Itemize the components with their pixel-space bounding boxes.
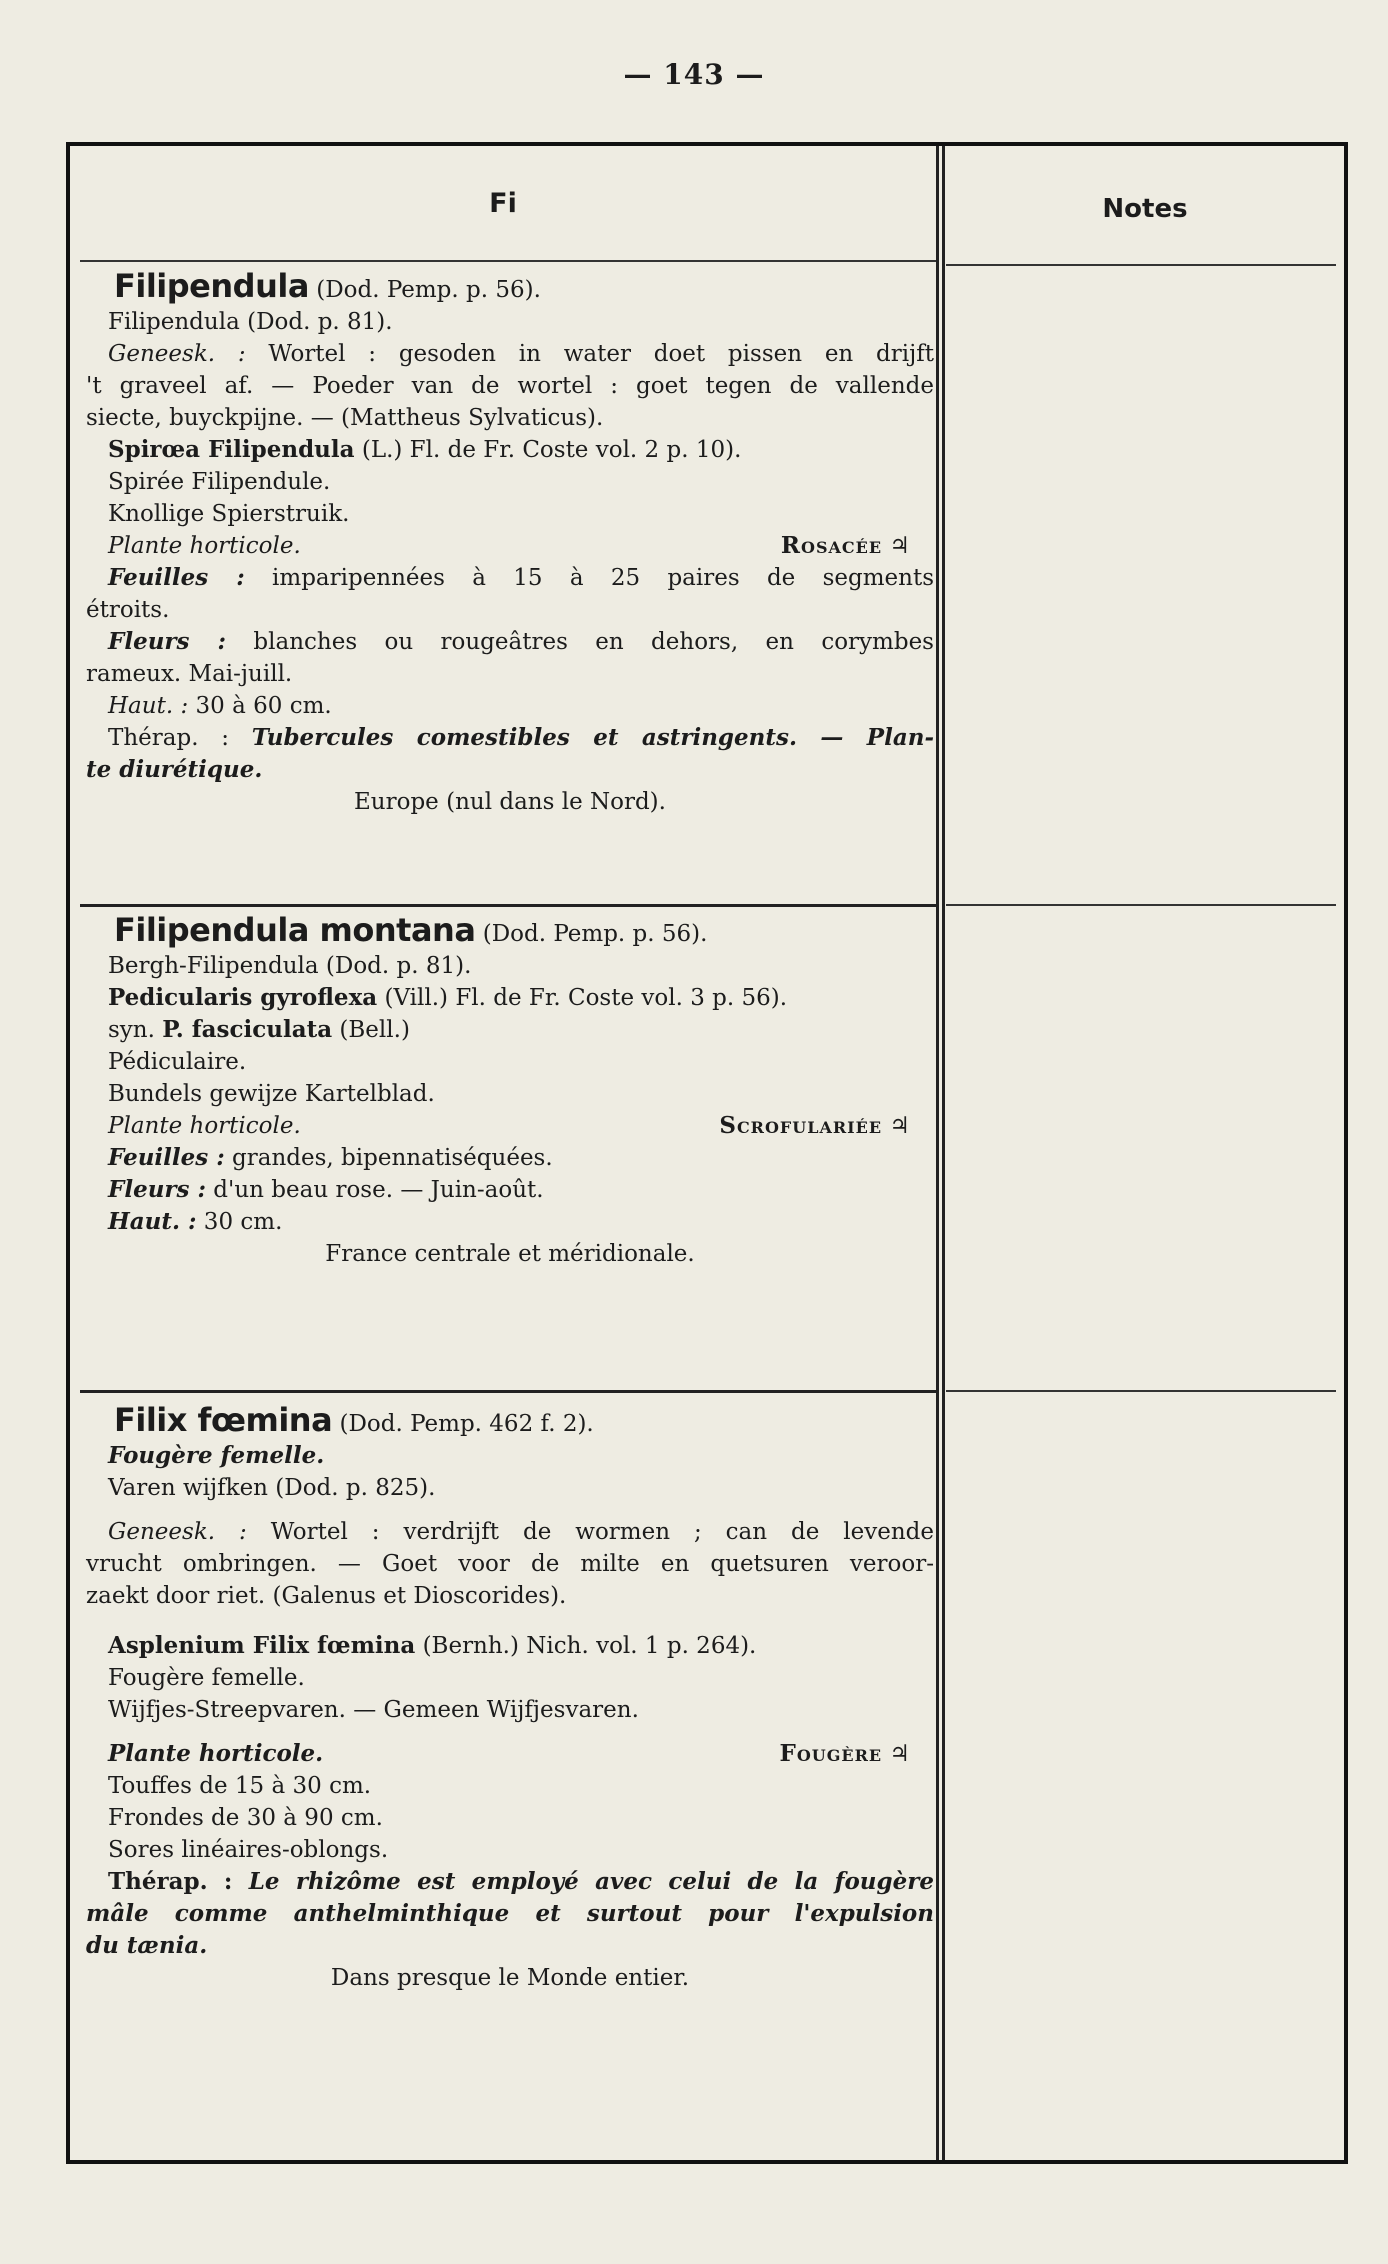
therap-label: Thérap. :: [108, 725, 252, 751]
species-name: Pedicularis gyroflexa: [108, 984, 378, 1011]
geneesk-line: vrucht ombringen. — Goet voor de milte en quetsuren veroor-: [86, 1551, 934, 1577]
dutch-name: Knollige Spierstruik.: [108, 501, 350, 527]
entry-line: Filipendula (Dod. p. 81).: [108, 309, 393, 335]
frondes-line: Frondes de 30 à 90 cm.: [108, 1805, 383, 1831]
feuilles-text: grandes, bipennatiséquées.: [224, 1145, 553, 1171]
french-name: Spirée Filipendule.: [108, 469, 331, 495]
species-line: [86, 434, 934, 466]
syn-label: syn.: [108, 1017, 163, 1043]
feuilles-line: étroits.: [86, 597, 170, 623]
fleurs-line: rameux. Mai-juill.: [86, 661, 293, 687]
entry-rule: [80, 904, 936, 907]
plante-line: [86, 1738, 934, 1770]
feuilles-text: imparipennées à 15 à 25 paires de segments: [244, 565, 935, 591]
entry-filipendula: [86, 267, 935, 818]
geneesk-text: Wortel : gesoden in water doet pissen en drijft: [245, 341, 934, 367]
feuilles-label: Feuilles :: [108, 1144, 225, 1171]
french-name-italic: Fougère femelle.: [108, 1442, 325, 1469]
haut-text: 30 à 60 cm.: [188, 693, 332, 719]
syn-ref: (Bell.): [332, 1017, 410, 1043]
syn-name: P. fasciculata: [162, 1016, 333, 1043]
family-name: Fougère: [779, 1740, 883, 1767]
entry-title: [86, 1401, 934, 1440]
plante-line: [86, 1110, 934, 1142]
therap-text: Le rhizôme est employé avec celui de la fougère: [248, 1868, 934, 1895]
french-name: Fougère femelle.: [108, 1665, 305, 1691]
fleurs-text: blanches ou rougeâtres en dehors, en corymbes: [226, 629, 934, 655]
geneesk-line: [86, 338, 934, 370]
dutch-name: Bundels gewijze Kartelblad.: [108, 1081, 435, 1107]
region-line: Dans presque le Monde entier.: [330, 1965, 690, 1991]
entry-rule: [80, 1390, 936, 1393]
species-name: Asplenium Filix fœmina: [108, 1632, 416, 1659]
entry-head-ref: (Dod. Pemp. p. 56).: [475, 921, 708, 947]
geneesk-text: Wortel : verdrijft de wormen ; can de levende: [246, 1519, 934, 1545]
fleurs-label: Fleurs :: [108, 628, 227, 655]
entry-rule-notes: [946, 1390, 1336, 1392]
species-line: [86, 982, 934, 1014]
therap-line: du tænia.: [86, 1932, 208, 1959]
geneesk-line: zaekt door riet. (Galenus et Dioscorides).: [86, 1583, 567, 1609]
fleurs-line: [86, 1174, 934, 1206]
entry-head-name: Filix fœmina: [114, 1401, 333, 1439]
haut-label: Haut. :: [108, 693, 189, 719]
entry-head-ref: (Dod. Pemp. p. 56).: [308, 277, 541, 303]
feuilles-label: Feuilles :: [108, 564, 245, 591]
entry-title: [86, 911, 934, 950]
geneesk-line: [86, 1516, 934, 1548]
column-header-fi: Fi: [489, 188, 517, 219]
species-name: Spirœa Filipendula: [108, 436, 355, 463]
dutch-name: Wijfjes-Streepvaren. — Gemeen Wijfjesvaren.: [108, 1697, 639, 1723]
region-line: Europe (nul dans le Nord).: [354, 789, 666, 815]
geneesk-label: Geneesk. :: [108, 341, 246, 367]
therap-line: mâle comme anthelminthique et surtout pour l'expulsion: [86, 1900, 934, 1927]
header-rule: [80, 260, 936, 262]
feuilles-line: [86, 1142, 934, 1174]
perennial-symbol: ♃: [889, 1113, 910, 1139]
fleurs-line: [86, 626, 934, 658]
perennial-symbol: ♃: [889, 1741, 910, 1767]
geneesk-label: Geneesk. :: [108, 1519, 247, 1545]
plante-label: Plante horticole.: [108, 533, 301, 559]
entry-filipendula-montana: [86, 911, 934, 1270]
therap-line: te diurétique.: [86, 756, 263, 783]
species-ref: (Vill.) Fl. de Fr. Coste vol. 3 p. 56).: [377, 985, 788, 1011]
entry-line: Bergh-Filipendula (Dod. p. 81).: [108, 953, 472, 979]
therap-text: Tubercules comestibles et astringents. — Plan-: [251, 724, 934, 751]
french-name: Pédiculaire.: [108, 1049, 247, 1075]
plante-label: Plante horticole.: [108, 1740, 324, 1767]
perennial-symbol: ♃: [889, 533, 910, 559]
region-line: France centrale et méridionale.: [325, 1241, 695, 1267]
haut-line: [86, 1206, 934, 1238]
plante-line: [86, 530, 934, 562]
family-name: Rosacée: [780, 532, 883, 559]
geneesk-line: 't graveel af. — Poeder van de wortel : goet tegen de vallende: [86, 373, 934, 399]
therap-line: [86, 722, 934, 754]
fleurs-label: Fleurs :: [108, 1176, 206, 1203]
species-ref: (L.) Fl. de Fr. Coste vol. 2 p. 10).: [354, 437, 742, 463]
page-frame: [66, 142, 1348, 2164]
entry-head-name: Filipendula montana: [114, 911, 476, 949]
plante-label: Plante horticole.: [108, 1113, 301, 1139]
entry-line: Varen wijfken (Dod. p. 825).: [108, 1475, 436, 1501]
column-header-notes: Notes: [1102, 194, 1188, 224]
touffes-line: Touffes de 15 à 30 cm.: [108, 1773, 372, 1799]
species-ref: (Bernh.) Nich. vol. 1 p. 264).: [415, 1633, 757, 1659]
haut-text: 30 cm.: [196, 1209, 283, 1235]
entry-head-name: Filipendula: [114, 267, 309, 305]
fleurs-text: d'un beau rose. — Juin-août.: [206, 1177, 544, 1203]
entry-rule-notes: [946, 904, 1336, 906]
geneesk-line: siecte, buyckpijne. — (Mattheus Sylvaticus).: [86, 405, 604, 431]
entry-filix-foemina: [86, 1401, 934, 1994]
therap-label: Thérap. :: [108, 1868, 249, 1895]
entry-title: [86, 267, 934, 306]
entry-head-ref: (Dod. Pemp. 462 f. 2).: [332, 1411, 594, 1437]
feuilles-line: [86, 562, 934, 594]
column-divider-double: [942, 146, 945, 2160]
page-number: — 143 —: [623, 58, 765, 91]
haut-label: Haut. :: [108, 1208, 197, 1235]
family-name: Scrofulariée: [719, 1112, 883, 1139]
header-rule-notes: [946, 264, 1336, 266]
column-divider: [936, 146, 939, 2160]
synonym-line: [86, 1014, 934, 1046]
species-line: [86, 1630, 934, 1662]
haut-line: [86, 690, 934, 722]
sores-line: Sores linéaires-oblongs.: [108, 1837, 389, 1863]
therap-line: [86, 1866, 934, 1898]
